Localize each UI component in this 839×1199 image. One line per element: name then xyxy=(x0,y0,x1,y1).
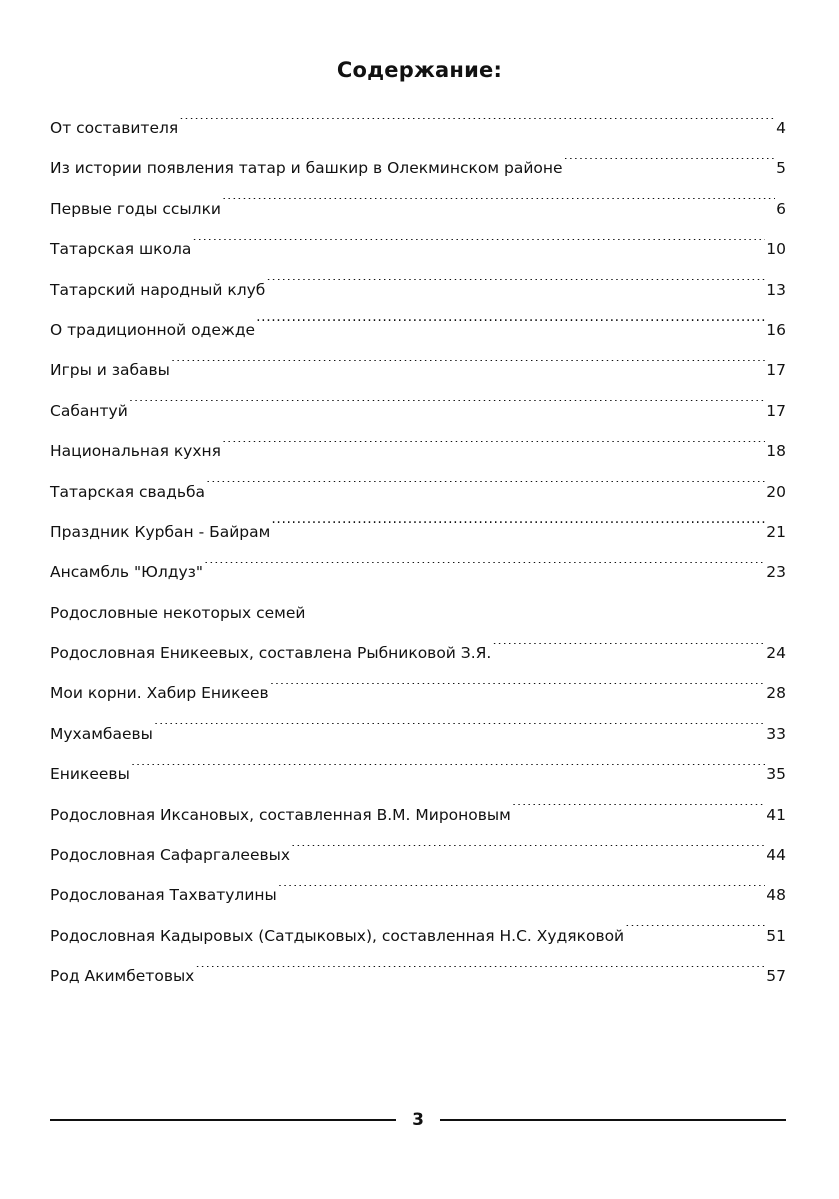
toc-entry xyxy=(50,431,786,471)
toc-entry-page: 16 xyxy=(766,320,786,339)
toc-dot-leader xyxy=(270,683,766,699)
footer-rule-right xyxy=(440,1119,786,1121)
toc-entry-title: Еникеевы xyxy=(50,765,130,784)
toc-dot-leader xyxy=(564,158,776,174)
toc-dot-leader xyxy=(625,925,765,941)
toc-entry-title: Татарская школа xyxy=(50,240,192,259)
toc-entry xyxy=(50,108,786,148)
toc-section-title: Родословные некоторых семей xyxy=(50,603,306,622)
toc-entry xyxy=(50,835,786,875)
toc-entry-title: Татарская свадьба xyxy=(50,482,206,501)
toc-entry-page: 41 xyxy=(766,805,786,824)
toc-entry-title: Мои корни. Хабир Еникеев xyxy=(50,684,269,703)
toc-dot-leader xyxy=(171,360,765,376)
toc-entry-page: 5 xyxy=(776,159,786,178)
toc-entry-title: Родословная Кадыровых (Сатдыковых), составленная Н.С. Худяковой xyxy=(50,926,625,945)
toc-entry-title: Ансамбль "Юлдуз" xyxy=(50,563,204,582)
toc-entry xyxy=(50,512,786,552)
toc-dot-leader xyxy=(179,118,775,134)
toc-entry xyxy=(50,875,786,915)
toc-entry-page: 33 xyxy=(766,724,786,743)
toc-entry xyxy=(50,270,786,310)
toc-entry xyxy=(50,795,786,835)
toc-entry xyxy=(50,229,786,269)
toc-dot-leader xyxy=(271,521,765,537)
toc-entry-title: Родословная Еникеевых, составлена Рыбниковой З.Я. xyxy=(50,644,492,663)
toc-dot-leader xyxy=(256,319,765,335)
toc-entry xyxy=(50,714,786,754)
page-title: Содержание: xyxy=(336,58,503,82)
toc-entry xyxy=(50,754,786,794)
footer-rule-left xyxy=(50,1119,396,1121)
toc-entry-page: 44 xyxy=(766,846,786,865)
toc-dot-leader xyxy=(222,198,775,214)
toc-dot-leader xyxy=(129,400,765,416)
toc-entry-page: 17 xyxy=(766,401,786,420)
toc-entry-title: Родословная Сафаргалеевых xyxy=(50,846,291,865)
toc-dot-leader xyxy=(204,562,765,578)
toc-entry-page: 57 xyxy=(766,967,786,986)
toc-entry-page: 24 xyxy=(766,644,786,663)
toc-entry-title: От составителя xyxy=(50,119,179,137)
toc-dot-leader xyxy=(512,804,765,820)
toc-entry-page: 17 xyxy=(766,361,786,380)
toc-entry-title: Национальная кухня xyxy=(50,442,221,461)
toc-entry xyxy=(50,350,786,390)
toc-entry xyxy=(50,148,786,188)
toc-entry-title: Родословная Иксановых, составленная В.М. Мироновым xyxy=(50,805,511,824)
table-of-contents xyxy=(50,108,786,997)
page-number: 3 xyxy=(412,1110,424,1130)
toc-entry-page: 18 xyxy=(766,442,786,461)
toc-entry-title: О традиционной одежде xyxy=(50,320,256,339)
toc-entry xyxy=(50,673,786,713)
toc-entry-page: 20 xyxy=(766,482,786,501)
toc-entry-page: 23 xyxy=(766,563,786,582)
toc-dot-leader xyxy=(154,723,765,739)
toc-entry-page: 35 xyxy=(766,765,786,784)
toc-entry-page: 13 xyxy=(766,280,786,299)
toc-entry-page: 6 xyxy=(776,199,786,218)
toc-entry-page: 10 xyxy=(766,240,786,259)
toc-entry xyxy=(50,391,786,431)
toc-entry-page: 4 xyxy=(776,119,786,137)
toc-dot-leader xyxy=(131,764,765,780)
toc-dot-leader xyxy=(492,643,765,659)
toc-section-heading xyxy=(50,593,786,633)
toc-entry-page: 51 xyxy=(766,926,786,945)
toc-dot-leader xyxy=(278,885,765,901)
toc-entry-title: Мухамбаевы xyxy=(50,724,153,743)
toc-entry-title: Сабантуй xyxy=(50,401,128,420)
toc-entry-page: 48 xyxy=(766,886,786,905)
toc-entry xyxy=(50,472,786,512)
toc-entry-title: Праздник Курбан - Байрам xyxy=(50,522,271,541)
toc-entry-page: 28 xyxy=(766,684,786,703)
toc-entry xyxy=(50,956,786,996)
toc-entry xyxy=(50,552,786,592)
toc-dot-leader xyxy=(266,279,765,295)
toc-entry-title: Род Акимбетовых xyxy=(50,967,195,986)
toc-entry xyxy=(50,189,786,229)
toc-entry-title: Игры и забавы xyxy=(50,361,170,380)
toc-entry xyxy=(50,310,786,350)
toc-entry-title: Первые годы ссылки xyxy=(50,199,221,218)
toc-dot-leader xyxy=(192,239,765,255)
toc-entry xyxy=(50,633,786,673)
page-footer xyxy=(50,1110,786,1130)
toc-dot-leader xyxy=(291,845,765,861)
toc-entry-title: Из истории появления татар и башкир в Олекминском районе xyxy=(50,159,563,178)
toc-entry xyxy=(50,916,786,956)
toc-entry-title: Родослованая Тахватулины xyxy=(50,886,277,905)
toc-dot-leader xyxy=(222,441,765,457)
toc-dot-leader xyxy=(195,966,765,982)
toc-dot-leader xyxy=(206,481,765,497)
toc-entry-title: Татарский народный клуб xyxy=(50,280,266,299)
toc-entry-page: 21 xyxy=(766,522,786,541)
